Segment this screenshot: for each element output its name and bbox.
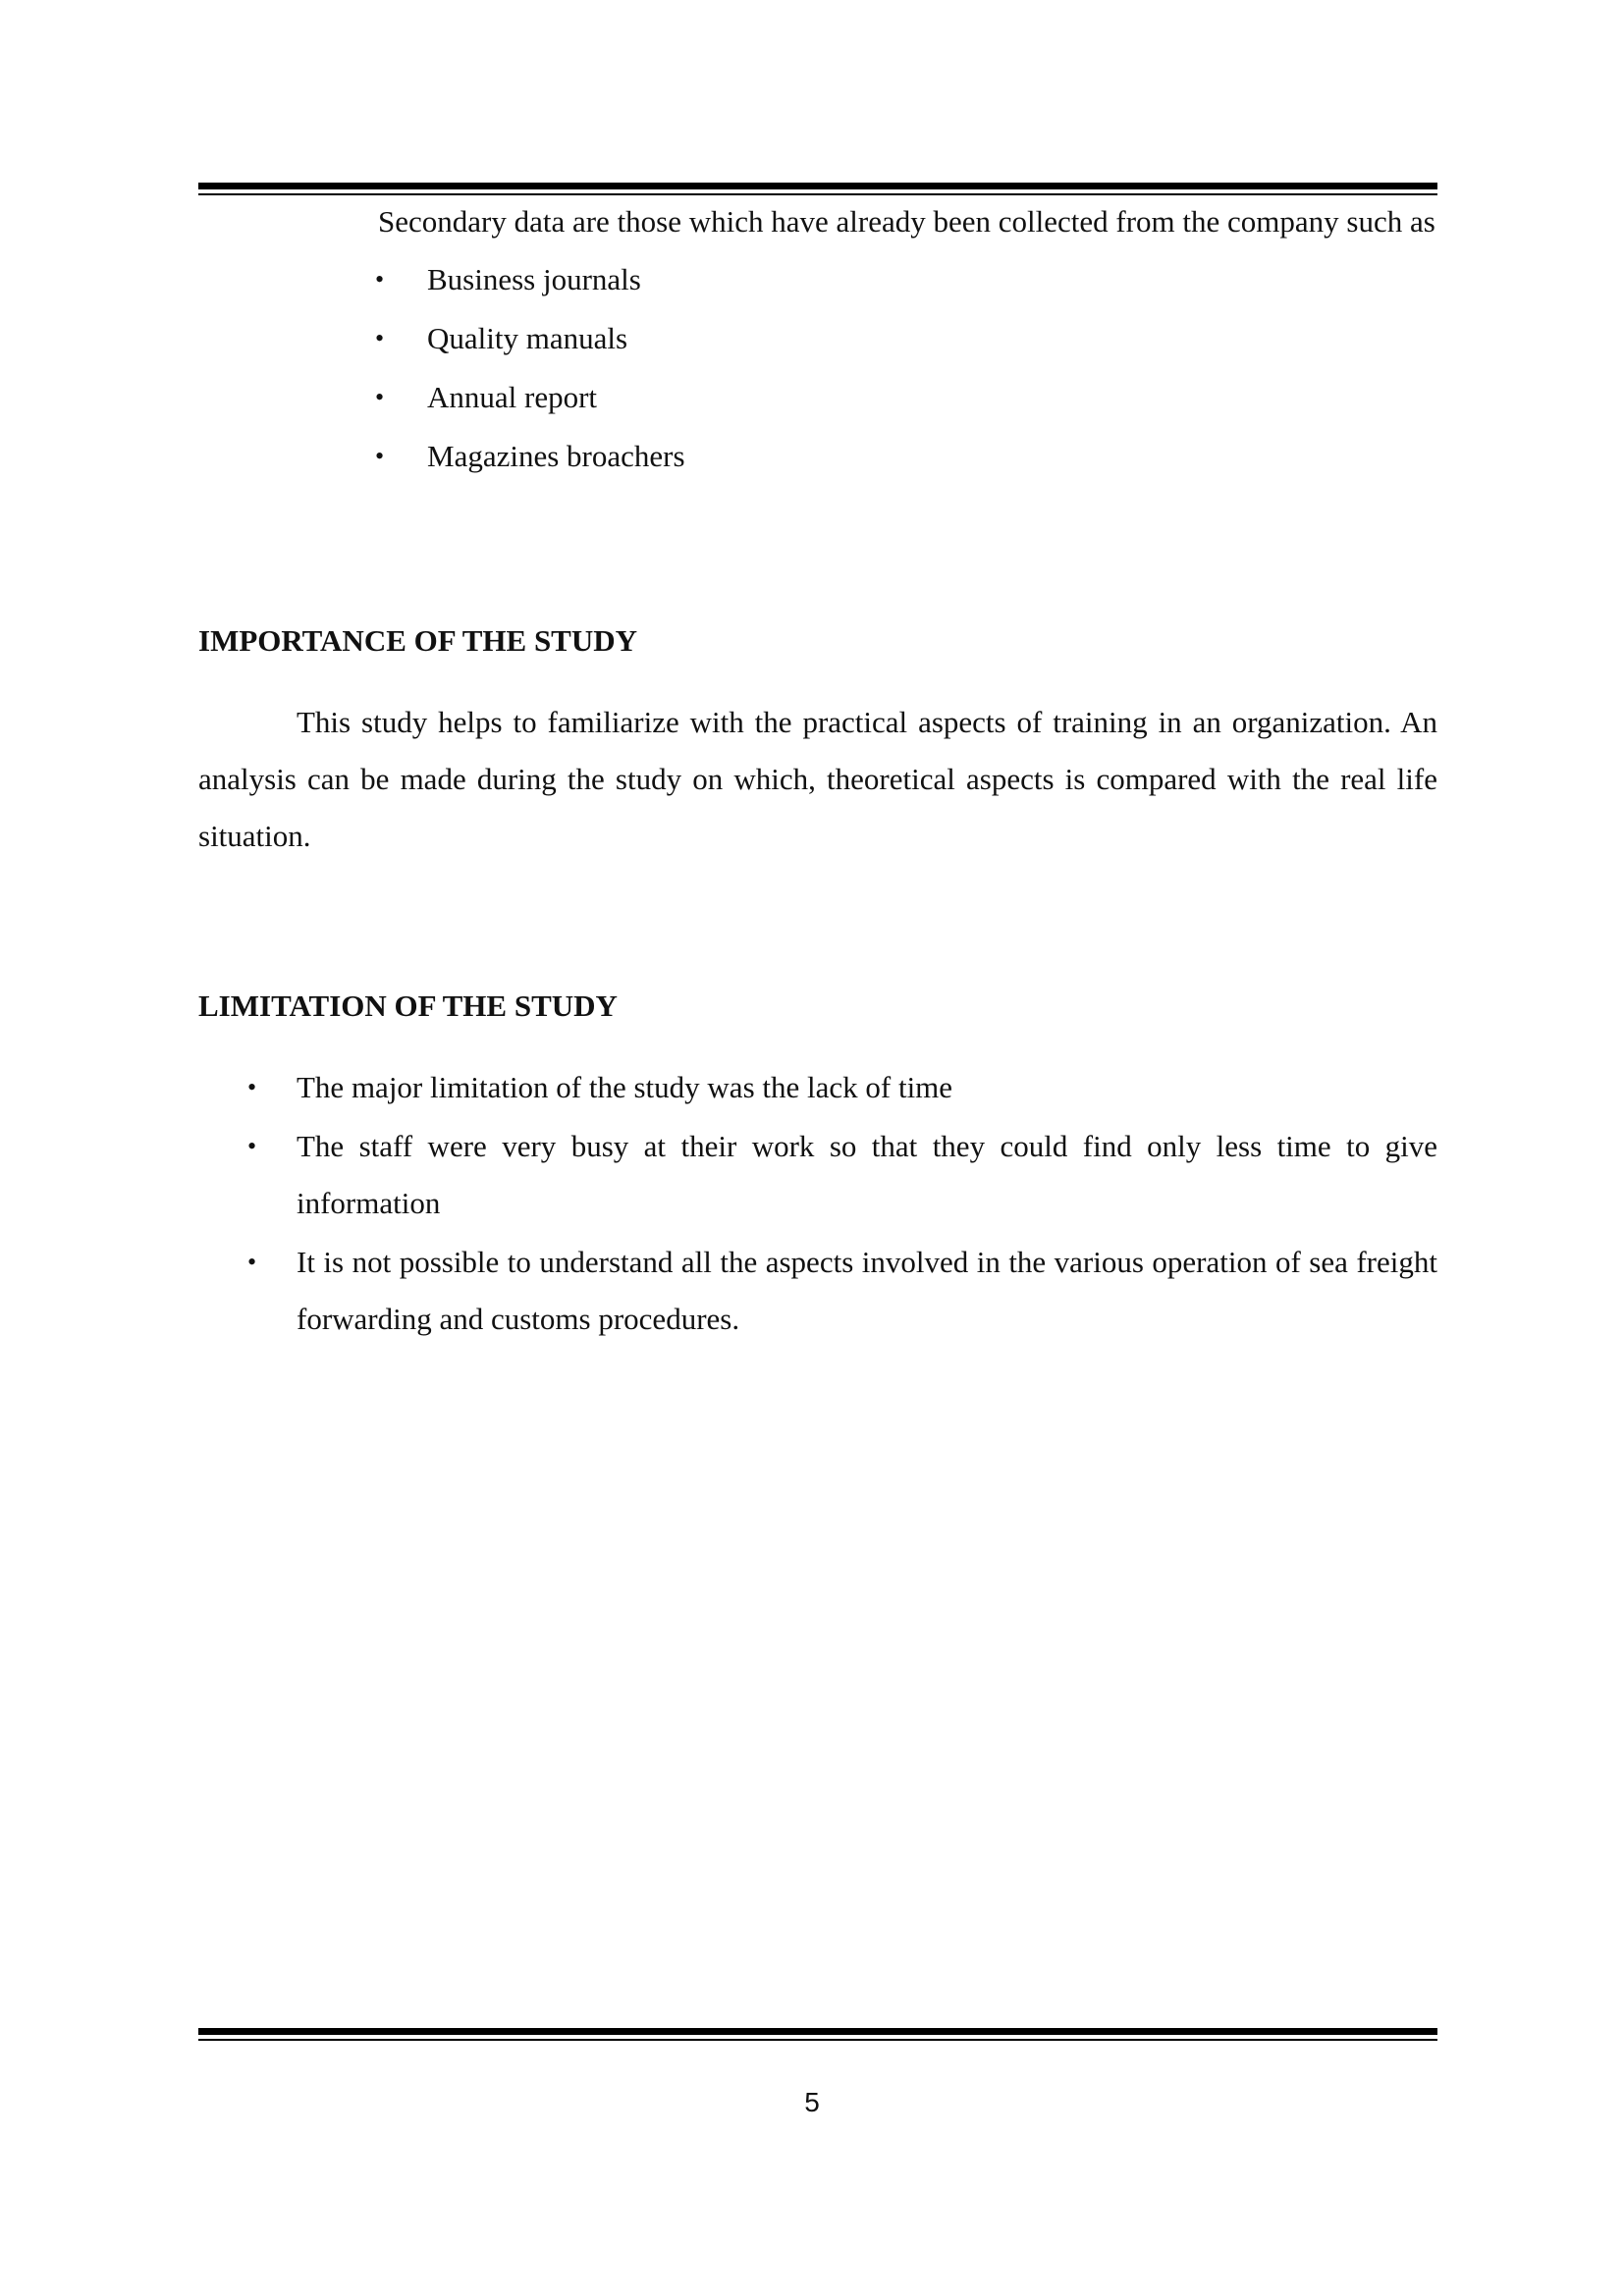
- footer-double-rule: [198, 2028, 1437, 2044]
- header-rule-thick: [198, 183, 1437, 189]
- bullet-icon: •: [375, 324, 385, 352]
- secondary-sources-list: [198, 250, 1437, 486]
- list-item: [198, 1234, 1437, 1348]
- page-number: 5: [804, 2087, 820, 2117]
- importance-heading: IMPORTANCE OF THE STUDY: [198, 623, 638, 658]
- bullet-icon: •: [247, 1132, 257, 1160]
- list-item: [198, 309, 1437, 368]
- limitation-list: [198, 1059, 1437, 1348]
- list-item-text: It is not possible to understand all the aspects involved in the various operation of sea freight forwarding and customs procedures.: [297, 1245, 1437, 1336]
- list-item-text: Annual report: [427, 380, 598, 414]
- bullet-icon: •: [375, 442, 385, 470]
- list-item-text: Magazines broachers: [427, 439, 685, 473]
- bullet-icon: •: [375, 265, 385, 294]
- bullet-icon: •: [247, 1073, 257, 1101]
- list-item: [198, 1059, 1437, 1116]
- secondary-data-intro: Secondary data are those which have already been collected from the company such as: [378, 204, 1435, 239]
- footer-rule-thin: [198, 2039, 1437, 2041]
- list-item: [198, 427, 1437, 486]
- list-item-text: The major limitation of the study was the lack of time: [297, 1070, 953, 1104]
- importance-paragraph: This study helps to familiarize with the practical aspects of training in an organization. An analysis can be made during the study on which, theoretical aspects is compared with the real life situation.: [198, 705, 1437, 853]
- bullet-icon: •: [375, 383, 385, 411]
- list-item-text: Business journals: [427, 262, 641, 296]
- list-item: [198, 250, 1437, 309]
- footer-rule-thick: [198, 2028, 1437, 2035]
- list-item: [198, 368, 1437, 427]
- list-item: [198, 1118, 1437, 1232]
- bullet-icon: •: [247, 1248, 257, 1276]
- limitation-heading: LIMITATION OF THE STUDY: [198, 988, 618, 1023]
- list-item-text: Quality manuals: [427, 321, 628, 355]
- list-item-text: The staff were very busy at their work so that they could find only less time to give information: [297, 1129, 1437, 1220]
- page-content: [198, 192, 1437, 1350]
